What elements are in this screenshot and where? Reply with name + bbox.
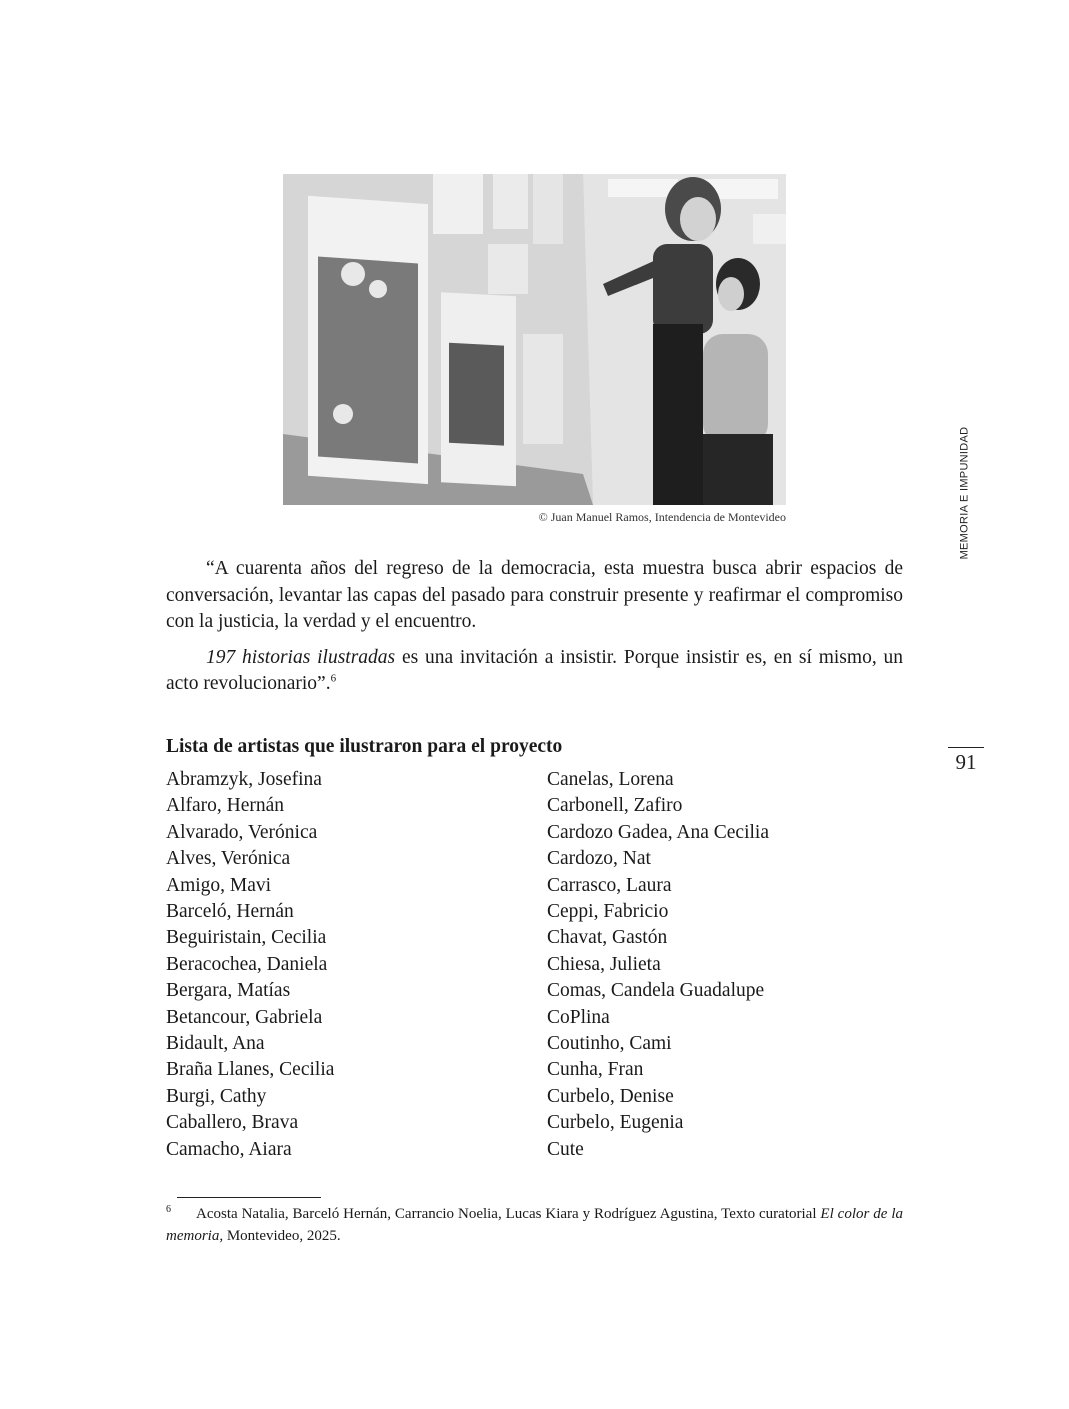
- artists-column-right: [547, 767, 769, 1163]
- footnote-text: Acosta Natalia, Barceló Hernán, Carrancio Noelia, Lucas Kiara y Rodríguez Agustina, Texto curatorial: [196, 1206, 821, 1222]
- photo-illustration: [283, 174, 786, 505]
- artist-name: Canelas, Lorena: [547, 769, 674, 790]
- running-section-title: [955, 420, 973, 565]
- artist-name: Curbelo, Denise: [547, 1085, 674, 1107]
- footnote-title: El color de la memoria,: [166, 1206, 903, 1244]
- artist-name: Abramzyk, Josefina: [166, 769, 322, 790]
- artist-name: Carrasco, Laura: [547, 874, 672, 896]
- footnote-separator: [177, 1197, 321, 1198]
- exhibition-title: 197 historias ilustradas: [206, 646, 396, 668]
- artists-list-heading: Lista de artistas que ilustraron para el proyecto: [166, 736, 563, 757]
- artist-name: Coutinho, Cami: [547, 1033, 672, 1055]
- artist-name: Beguiristain, Cecilia: [166, 927, 327, 949]
- exhibition-photo: [283, 174, 786, 505]
- artist-name: Chiesa, Julieta: [547, 953, 661, 975]
- artist-name: Burgi, Cathy: [166, 1085, 267, 1107]
- section-title-text: MEMORIA E IMPUNIDAD: [958, 426, 971, 559]
- footnote-reference: 6: [330, 672, 337, 685]
- artist-name: Comas, Candela Guadalupe: [547, 980, 765, 1002]
- artist-name: Betancour, Gabriela: [166, 1006, 323, 1028]
- footnote-number: 6: [166, 1204, 171, 1215]
- artist-name: Barceló, Hernán: [166, 901, 294, 923]
- artist-name: Bidault, Ana: [166, 1033, 265, 1055]
- footnote-rest: Montevideo, 2025.: [223, 1227, 341, 1244]
- artist-name: Alves, Verónica: [166, 848, 291, 870]
- artist-name: CoPlina: [547, 1006, 610, 1028]
- page-number-rule: [948, 747, 984, 748]
- quote-paragraph-1: “A cuarenta años del regreso de la democracia, esta muestra busca abrir espacios de conversación, levantar las capas del pasado para construir presente y reafirmar el compromiso con la justicia, la verdad y el encuentro.: [166, 558, 903, 632]
- artist-name: Caballero, Brava: [166, 1112, 299, 1134]
- artist-name: Chavat, Gastón: [547, 927, 668, 949]
- artist-name: Cardozo, Nat: [547, 848, 651, 870]
- artist-name: Braña Llanes, Cecilia: [166, 1059, 335, 1081]
- artist-name: Curbelo, Eugenia: [547, 1112, 684, 1134]
- artist-name: Amigo, Mavi: [166, 874, 272, 896]
- artist-name: Cardozo Gadea, Ana Cecilia: [547, 821, 769, 843]
- footnote: [166, 1204, 903, 1247]
- quote-block: [166, 556, 903, 707]
- artist-name: Bergara, Matías: [166, 980, 291, 1002]
- artist-name: Camacho, Aiara: [166, 1138, 292, 1160]
- artist-name: Cunha, Fran: [547, 1059, 644, 1081]
- artist-name: Beracochea, Daniela: [166, 953, 328, 975]
- quote-paragraph-2-text: es una invitación a insistir. Porque insistir es, en sí mismo, un acto revolucionario”.: [166, 646, 903, 694]
- artist-name: Alfaro, Hernán: [166, 795, 285, 817]
- page-number: 91: [955, 750, 977, 774]
- photo-credit: © Juan Manuel Ramos, Intendencia de Montevideo: [538, 510, 786, 524]
- artist-name: Cute: [547, 1138, 584, 1160]
- artist-name: Ceppi, Fabricio: [547, 901, 669, 923]
- quote-paragraph-2: [166, 645, 903, 698]
- artists-column-left: [166, 767, 334, 1163]
- artist-name: Carbonell, Zafiro: [547, 795, 683, 817]
- artist-name: Alvarado, Verónica: [166, 821, 318, 843]
